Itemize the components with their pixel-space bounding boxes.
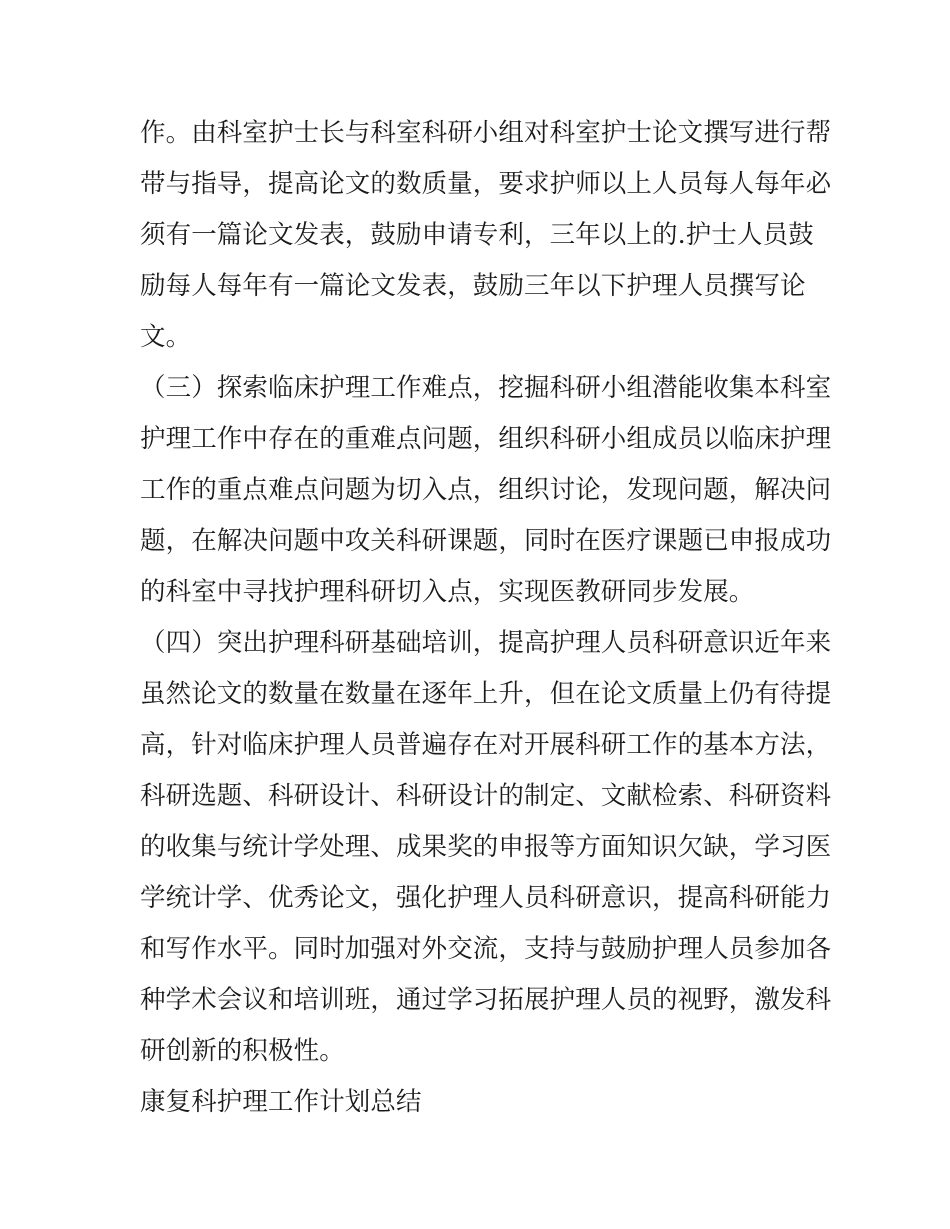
text-line: 科研选题、科研设计、科研设计的制定、文献检索、科研资料 bbox=[140, 781, 832, 811]
text-line: 文。 bbox=[140, 322, 192, 352]
text-line: 带与指导，提高论文的数质量，要求护师以上人员每人每年必 bbox=[140, 169, 832, 199]
text-line: 种学术会议和培训班，通过学习拓展护理人员的视野，激发科 bbox=[140, 985, 832, 1015]
text-line: 虽然论文的数量在数量在逐年上升，但在论文质量上仍有待提 bbox=[140, 679, 832, 709]
text-line: 工作的重点难点问题为切入点，组织讨论，发现问题，解决问 bbox=[140, 475, 832, 505]
text-line: 学统计学、优秀论文，强化护理人员科研意识，提高科研能力 bbox=[140, 883, 832, 913]
text-line: 的收集与统计学处理、成果奖的申报等方面知识欠缺，学习医 bbox=[140, 832, 832, 862]
section-heading-three: （三）探索临床护理工作难点，挖掘科研小组潜能收集本科室 bbox=[140, 373, 832, 403]
text-line: 须有一篇论文发表，鼓励申请专利，三年以上的.护士人员鼓 bbox=[140, 220, 814, 250]
text-line: 研创新的积极性。 bbox=[140, 1036, 345, 1066]
section-heading-four: （四）突出护理科研基础培训，提高护理人员科研意识近年来 bbox=[140, 628, 832, 658]
document-page bbox=[140, 108, 832, 1128]
text-line: 励每人每年有一篇论文发表，鼓励三年以下护理人员撰写论 bbox=[140, 271, 806, 301]
text-line: 护理工作中存在的重难点问题，组织科研小组成员以临床护理 bbox=[140, 424, 832, 454]
text-line: 的科室中寻找护理科研切入点，实现医教研同步发展。 bbox=[140, 577, 755, 607]
text-line: 高，针对临床护理人员普遍存在对开展科研工作的基本方法， bbox=[140, 730, 832, 760]
text-line: 题，在解决问题中攻关科研课题，同时在医疗课题已申报成功 bbox=[140, 526, 832, 556]
text-line: 作。由科室护士长与科室科研小组对科室护士论文撰写进行帮 bbox=[140, 118, 832, 148]
document-title-line: 康复科护理工作计划总结 bbox=[140, 1087, 422, 1117]
text-line: 和写作水平。同时加强对外交流，支持与鼓励护理人员参加各 bbox=[140, 934, 832, 964]
